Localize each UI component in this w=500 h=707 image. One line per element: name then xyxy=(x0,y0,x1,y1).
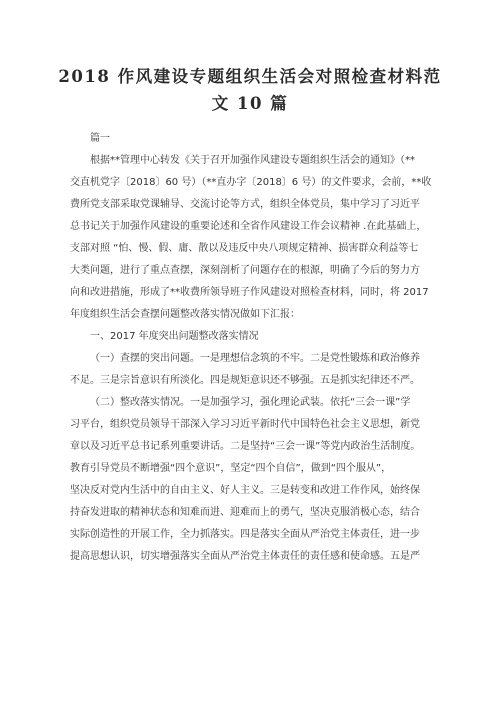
paragraph-line: 支部对照 “怕、慢、假、庸、散以及违反中央八项规定精神、损害群众利益等七 xyxy=(70,243,419,254)
document-title-line-2: 文 10 篇 xyxy=(211,94,289,113)
paragraph-line: 向和改进措施，形成了**收费所领导班子作风建设对照检查材料，同时，将 2017 xyxy=(70,287,429,298)
paragraph-line: 实际创造性的开展工作，全力抓落实。四是落实全面从严治党主体责任，进一步 xyxy=(70,529,420,540)
paragraph-line: 年度组织生活会查摆问题整改落实情况做如下汇报： xyxy=(70,309,300,320)
paragraph-line: 习平台，组织党员领导干部深入学习习近平新时代中国特色社会主义思想，新党 xyxy=(70,419,420,430)
paragraph-line: 费所党支部采取党课辅导、交流讨论等方式，组织全体党员，集中学习了习近平 xyxy=(70,199,420,210)
paragraph-line: 不足。三是宗旨意识有所淡化。四是规矩意识还不够强。五是抓实纪律还不严。 xyxy=(70,375,420,386)
paragraph-line: （一）查摆的突出问题。一是理想信念筑的不牢。二是党性锻炼和政治修养 xyxy=(90,353,420,364)
paragraph-line: 交直机党字〔2018〕60 号）（**直办字〔2018〕6 号）的文件要求，会前，**收 xyxy=(70,177,432,188)
paragraph-line: 大类问题，进行了重点查摆，深刻剖析了问题存在的根源，明确了今后的努力方 xyxy=(70,265,420,276)
section-heading: 一、2017 年度突出问题整改落实情况 xyxy=(90,331,259,342)
section-label: 篇一 xyxy=(90,133,110,144)
paragraph-line: 提高思想认识，切实增强落实全面从严治党主体责任的责任感和使命感。五是严 xyxy=(70,551,420,562)
paragraph-line: 坚决反对党内生活中的自由主义、好人主义。三是转变和改进工作作风，始终保 xyxy=(70,485,420,496)
paragraph-line: 根据**管理中心转发《关于召开加强作风建设专题组织生活会的通知》（** xyxy=(90,155,415,166)
paragraph-line: 总书记关于加强作风建设的重要论述和全省作风建设工作会议精神 .在此基础上， xyxy=(70,221,427,232)
paragraph-line: 教育引导党员不断增强“四个意识”，坚定“四个自信”，做到“四个服从”， xyxy=(70,463,392,474)
paragraph-line: 章以及习近平总书记系列重要讲话。二是坚持“三会一课”等党内政治生活制度。 xyxy=(70,441,421,452)
paragraph-line: （二）整改落实情况。一是加强学习，强化理论武装。依托“三会一课”学 xyxy=(90,397,411,408)
document-title-line-1: 2018 作风建设专题组织生活会对照检查材料范 xyxy=(58,67,442,86)
document-body xyxy=(70,128,438,568)
paragraph-line: 持奋发进取的精神状态和知难而进、迎难而上的勇气，坚决克服消极心态，结合 xyxy=(70,507,420,518)
